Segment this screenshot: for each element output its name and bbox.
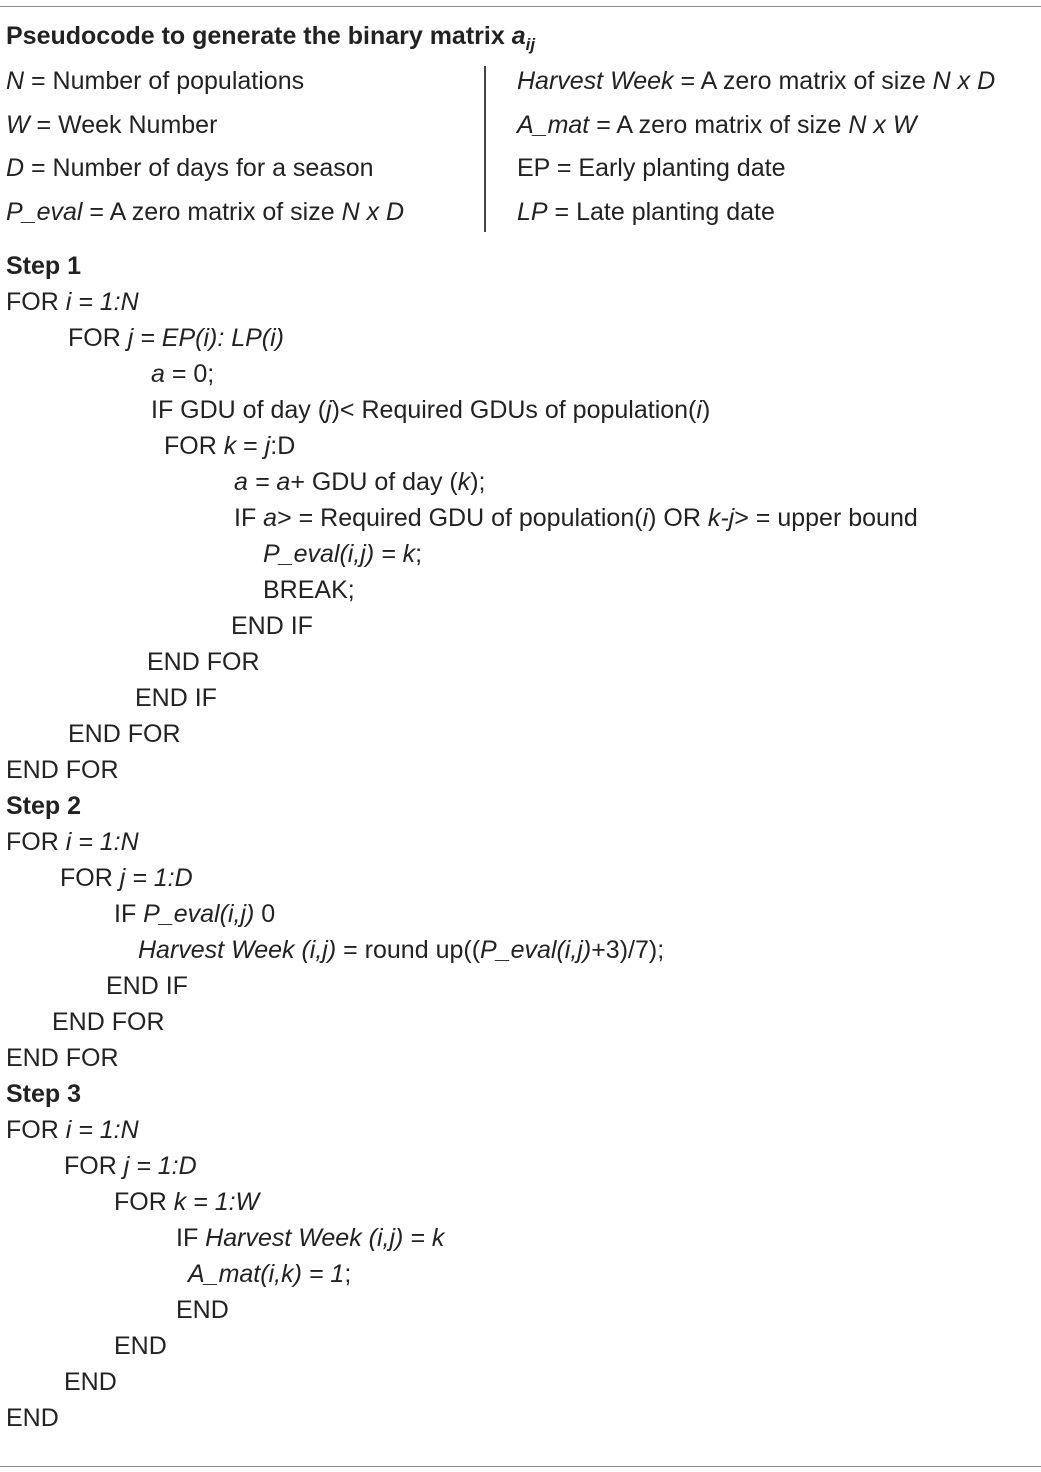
code-line [138,933,664,967]
definition-text: = Late planting date [547,197,775,226]
code-line [52,1005,165,1039]
definitions-divider [484,66,486,232]
code-keyword: BREAK; [263,576,355,604]
code-keyword: )< Required GDUs of population( [331,396,697,424]
top-rule [0,6,1041,7]
code-variable: k = 1:W [173,1188,260,1216]
code-keyword: = [236,432,265,460]
code-variable: A_mat(i,k) = 1 [188,1260,345,1288]
definition-left-0 [6,60,404,104]
code-keyword: END IF [231,612,313,640]
step-heading [6,789,81,823]
code-line [114,1329,167,1363]
code-variable: k [223,432,237,460]
definition-right-2 [517,147,995,191]
definition-right-0 [517,60,995,104]
code-line [234,501,918,535]
code-keyword: ); [470,468,486,496]
definition-right-1 [517,104,995,148]
definition-text: = A zero matrix of size [589,110,849,139]
code-keyword: END IF [106,972,188,1000]
code-line [188,1257,351,1291]
code-line [114,897,275,931]
step-heading [6,1077,81,1111]
document-title [6,18,535,63]
code-keyword: ) OR [648,504,708,532]
definition-term: W [6,110,30,139]
bottom-rule [0,1466,1041,1467]
code-keyword: END FOR [147,648,260,676]
definition-right-3 [517,191,995,235]
definition-term: LP [517,197,548,226]
code-line [68,717,181,751]
code-keyword: END [114,1332,167,1360]
definition-left-1 [6,104,404,148]
definition-text: = A zero matrix of size [82,197,342,226]
code-line [64,1365,117,1399]
code-line [6,1041,119,1075]
code-keyword: FOR [64,1152,124,1180]
code-keyword: ; [415,540,423,568]
code-keyword: IF [114,900,144,928]
code-variable: j [264,432,271,460]
code-variable: P_eval(i,j) [480,936,592,964]
code-variable: j [326,396,332,424]
code-line [176,1293,229,1327]
code-keyword: IF [176,1224,206,1252]
code-variable: a [151,360,165,388]
code-keyword: FOR [60,864,120,892]
definition-text: N x D [932,67,996,95]
step-heading [6,249,81,283]
code-variable: P_eval(i,j) [143,900,255,928]
code-keyword: 0 [254,900,276,928]
code-keyword: END FOR [6,1044,119,1072]
code-keyword: END FOR [68,720,181,748]
code-line [231,609,313,643]
code-line [6,285,139,319]
code-line [135,681,217,715]
code-variable: a [263,504,278,532]
code-variable: j = 1:D [123,1152,197,1180]
definition-term: P_eval [6,197,83,226]
code-keyword: > = Required GDU of population( [277,504,643,532]
definition-text: = Week Number [29,110,218,139]
code-keyword: > = upper bound [734,504,918,532]
code-keyword: ) [701,396,711,424]
code-keyword: +3)/7); [591,936,665,964]
code-line [147,645,260,679]
code-keyword: END [6,1404,59,1432]
code-line [176,1221,444,1255]
code-keyword: FOR [114,1188,174,1216]
code-keyword: FOR [6,288,66,316]
code-line [234,465,486,499]
code-keyword: IF GDU of day ( [151,396,327,424]
definition-text: = A zero matrix of size [673,67,933,95]
code-line [106,969,188,1003]
code-keyword: IF [234,504,264,532]
code-keyword: ; [344,1260,352,1288]
code-variable: i = 1:N [65,288,139,316]
code-line [114,1185,259,1219]
code-line [151,357,214,391]
code-line [6,1401,59,1435]
code-line [263,573,355,607]
code-keyword: FOR [164,432,224,460]
code-keyword: END FOR [52,1008,165,1036]
code-keyword: FOR [6,828,66,856]
code-variable: Harvest Week (i,j) [138,936,337,964]
code-variable: i = 1:N [65,828,139,856]
code-variable: j = 1:D [119,864,193,892]
code-keyword: FOR [6,1116,66,1144]
code-variable: i = 1:N [65,1116,139,1144]
code-keyword: END [64,1368,117,1396]
definition-term: A_mat [517,110,590,139]
definition-text: EP = Early planting date [517,154,786,183]
code-keyword: END [176,1296,229,1324]
code-line [6,1113,139,1147]
code-keyword: = round up(( [336,936,481,964]
title-subscript: ij [525,35,536,54]
code-keyword: Step 2 [6,792,82,820]
code-variable: k [457,468,471,496]
code-variable: k-j [707,504,735,532]
code-variable: a = a [234,468,291,496]
code-keyword: FOR [68,324,128,352]
code-line [68,321,284,355]
code-keyword: END FOR [6,756,119,784]
code-keyword: Step 3 [6,1080,82,1108]
definition-term: D [6,154,25,183]
code-variable: i [696,396,702,424]
definitions-right-column [517,60,995,234]
code-keyword: = 0; [164,360,215,388]
title-text: Pseudocode to generate the binary matrix [6,22,512,50]
code-variable: i [642,504,649,532]
definition-text: = Number of days for a season [24,154,374,183]
definition-text: N x W [848,110,917,139]
code-keyword: END IF [135,684,217,712]
definition-text: = Number of populations [24,67,305,95]
code-line [6,825,139,859]
definition-term: N [6,67,25,95]
code-line [6,753,119,787]
code-line [151,393,710,427]
code-variable: Harvest Week (i,j) = k [205,1224,445,1252]
title-symbol: a [511,22,526,50]
code-line [164,429,295,463]
code-variable: P_eval(i,j) = k [263,540,416,568]
definition-left-2 [6,147,404,191]
definition-term: Harvest Week [517,67,674,95]
code-keyword: Step 1 [6,252,82,280]
definition-left-3 [6,191,404,235]
code-line [60,861,193,895]
definition-text: N x D [341,197,405,226]
code-keyword: + GDU of day ( [290,468,458,496]
code-line [64,1149,197,1183]
code-keyword: :D [270,432,296,460]
code-variable: j = EP(i): LP(i) [127,324,284,352]
code-line [263,537,422,571]
definitions-left-column [6,60,404,234]
